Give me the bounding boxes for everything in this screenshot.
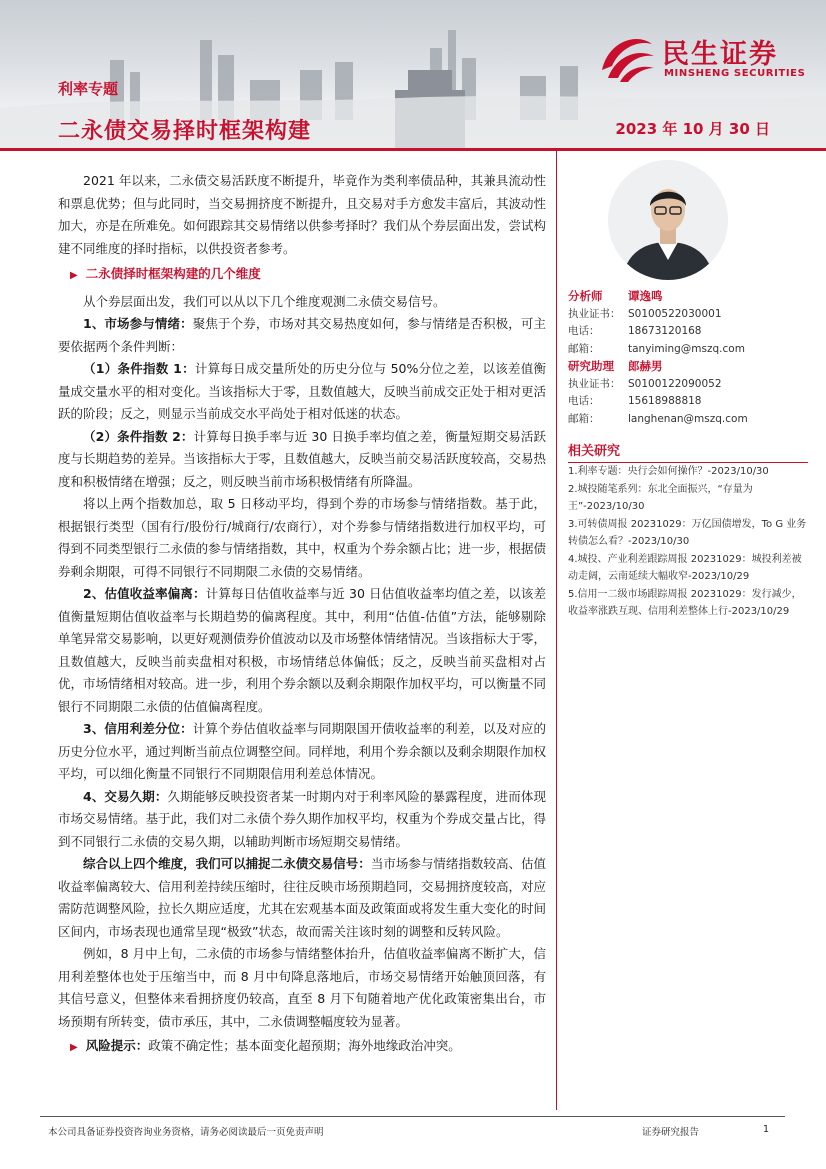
- risk-text: 政策不确定性；基本面变化超预期；海外地缘政治冲突。: [148, 1038, 461, 1053]
- paragraph-text: 计算每日估值收益率与近 30 日估值收益率均值之差，以该差值衡量短期估值收益率与长期趋势的偏离程度。其中，利用“估值-估值”方法，能够剔除单笔异常交易影响，以更好观测债券价值波动以及市场整体情绪情况。当该指标大于零，且数值越大，反映当前卖盘相对积极，市场情绪总体偏低；反之，反映当前买盘相对占优，市场情绪相对较高。进一步，利用个券余额以及剩余期限作加权平均，可以衡量不同银行不同期限二永债的估值偏离程度。: [58, 586, 546, 714]
- analyst-avatar-icon: [608, 160, 728, 280]
- column-divider: [556, 150, 557, 1110]
- triangle-bullet-icon: ▶: [70, 1042, 78, 1053]
- analyst-1-email: [568, 341, 808, 359]
- paragraph-heading: （1）条件指数 1：: [83, 361, 195, 376]
- email-link[interactable]: langhenan@mszq.com: [628, 412, 748, 425]
- paragraph-condition-1: [58, 358, 546, 426]
- email-label: 邮箱：: [568, 412, 600, 425]
- email-label: 邮箱：: [568, 342, 600, 355]
- paragraph-text: 当市场参与情绪指数较高、估值收益率偏离较大、信用利差持续压缩时，往往反映市场预期趋同，交易拥挤度较高，对应需防范调整风险，拉长久期应适度，尤其在宏观基本面及政策面或将发生重大变化的时间区间内，市场表现也通常呈现“极致”状态，故而需关注该时刻的调整和反转风险。: [58, 856, 546, 939]
- report-title: 二永债交易择时框架构建: [58, 119, 312, 144]
- logo-text-cn: 民生证券: [662, 39, 778, 70]
- analyst-name: 谭逸鸣: [628, 289, 663, 303]
- paragraph-example: 例如，8 月中上旬，二永债的市场参与情绪整体抬升，估值收益率偏离不断扩大，信用利差整体也处于压缩当中，而 8 月中旬降息落地后，市场交易情绪开始触顶回落，有其信号意义，但整体来看拥挤度仍较高，直至 8 月下旬随着地产优化政策密集出台，市场预期有所转变，债市承压，其中，二永债调整幅度较为显著。: [58, 946, 546, 1029]
- related-research-item[interactable]: 4.城投、产业利差跟踪周报 20231029：城投利差被动走阔，云南延续大幅收窄-2023/10/29: [568, 553, 802, 582]
- analyst-1-row: [568, 288, 808, 306]
- paragraph-heading: （2）条件指数 2：: [83, 428, 194, 444]
- paragraph-market-sentiment: [58, 313, 546, 358]
- risk-label: 风险提示：: [85, 1038, 149, 1053]
- risk-warning: [58, 1035, 546, 1060]
- header-divider: [0, 148, 826, 151]
- paragraph-text: 计算每日成交量所处的历史分位与 50%分位之差，以该差值衡量成交量水平的相对变化。当该指标大于零，且数值越大，反映当前成交正处于相对更活跃的阶段；反之，则显示当前成交水平尚处于相对低迷的状态。: [58, 361, 546, 421]
- related-research-item[interactable]: 2.城投随笔系列：东北全面振兴，“存量为王”-2023/10/30: [568, 483, 753, 512]
- paragraph-text: 计算每日换手率与近 30 日换手率均值之差，衡量短期交易活跃度与长期趋势的差异。当该指标大于零，且数值越大，反映当前交易活跃度较高，交易热度和积极情绪在增强；反之，则反映当前市场积极情绪有所降温。: [58, 428, 547, 489]
- paragraph-text: 聚焦于个券，市场对其交易热度如何，参与情绪是否积极，可主要依据两个条件判断：: [58, 316, 546, 354]
- related-research-item[interactable]: 5.信用一二级市场跟踪周报 20231029：发行减少，收益率涨跌互现、信用利差整体上行-2023/10/29: [568, 588, 802, 617]
- company-logo: [598, 30, 808, 84]
- footer-report-type: 证券研究报告: [642, 1127, 700, 1138]
- paragraph-valuation-deviation: [58, 583, 546, 718]
- intro-paragraph: 2021 年以来，二永债交易活跃度不断提升，毕竟作为类利率债品种，其兼具流动性和票息优势；但与此同时，当交易拥挤度不断提升，且交易对手方愈发丰富后，其波动性加大，亦是在所难免。如何跟踪其交易情绪以供参考择时？我们从个券层面出发，尝试构建不同维度的择时指标，以供投资者参考。: [58, 173, 546, 256]
- phone-value: 18673120168: [628, 325, 702, 337]
- logo-mark-icon: [598, 30, 656, 84]
- footer-divider: [40, 1116, 785, 1117]
- analyst-2-row: [568, 358, 808, 376]
- phone-value: 15618988818: [628, 395, 702, 407]
- paragraph-text: 久期能够反映投资者某一时期内对于利率风险的暴露程度，进而体现市场交易情绪。基于此，我们对二永债个券久期作加权平均，权重为个券成交量占比，得到不同银行二永债的交易久期，以辅助判断市场短期交易情绪。: [58, 788, 546, 849]
- analyst-photo: [608, 160, 728, 280]
- report-category-tag: 利率专题: [58, 80, 119, 98]
- analyst-name: 郎赫男: [628, 359, 663, 373]
- paragraph-sentiment-summary: 将以上两个指数加总，取 5 日移动平均，得到个券的市场参与情绪指数。基于此，根据银行类型（国有行/股份行/城商行/农商行），对个券参与情绪指数进行加权平均，可得到不同类型银行二永债的参与情绪指数，其中，权重为个券余额占比；进一步，根据债券剩余期限，可得不同银行不同期限二永债的交易情绪。: [58, 496, 546, 579]
- paragraph-credit-spread: [58, 718, 546, 786]
- email-link[interactable]: tanyiming@mszq.com: [628, 342, 745, 355]
- paragraph-heading: 1、市场参与情绪：: [83, 316, 193, 331]
- related-research-list: [568, 463, 808, 621]
- cert-value: S0100522030001: [628, 307, 722, 320]
- phone-label: 电话：: [568, 325, 600, 337]
- analyst-2-cert: [568, 376, 808, 394]
- paragraph-trading-duration: [58, 786, 546, 854]
- analyst-1-phone: [568, 323, 808, 341]
- main-content: [58, 170, 546, 1060]
- section-heading-text: 二永债择时框架构建的几个维度: [85, 266, 261, 281]
- paragraph-heading: 2、估值收益率偏离：: [83, 586, 206, 601]
- cert-value: S0100122090052: [628, 377, 722, 390]
- analyst-role: 分析师: [568, 289, 603, 303]
- analyst-2-phone: [568, 393, 808, 411]
- phone-label: 电话：: [568, 395, 600, 407]
- triangle-bullet-icon: ▶: [70, 270, 78, 281]
- analyst-2-email: [568, 411, 808, 429]
- lead-paragraph: 从个券层面出发，我们可以从以下几个维度观测二永债交易信号。: [83, 293, 446, 309]
- paragraph-combined-signal: [58, 853, 546, 943]
- section-heading: [58, 263, 546, 288]
- paragraph-heading: 3、信用利差分位：: [83, 721, 193, 736]
- cert-label: 执业证书：: [568, 307, 621, 320]
- report-date: 2023 年 10 月 30 日: [615, 120, 770, 138]
- analyst-1-cert: [568, 306, 808, 324]
- analyst-role: 研究助理: [568, 359, 614, 373]
- paragraph-heading: 4、交易久期：: [83, 788, 168, 804]
- analyst-info: [568, 288, 808, 428]
- logo-text-en: MINSHENG SECURITIES: [664, 68, 806, 79]
- footer-disclaimer: 本公司具备证券投资咨询业务资格，请务必阅读最后一页免责声明: [48, 1127, 324, 1138]
- cert-label: 执业证书：: [568, 377, 621, 390]
- related-research-title: 相关研究: [568, 440, 808, 463]
- paragraph-heading: 综合以上四个维度，我们可以捕捉二永债交易信号：: [83, 856, 371, 871]
- paragraph-text: 计算个券估值收益率与同期限国开债收益率的利差，以及对应的历史分位水平，通过判断当前点位调整空间。同样地，利用个券余额以及剩余期限作加权平均，可以细化衡量不同银行不同期限信用利差总体情况。: [58, 721, 546, 781]
- page-number: 1: [763, 1124, 770, 1135]
- paragraph-condition-2: [58, 426, 546, 494]
- header-banner: [0, 0, 826, 150]
- related-research-item[interactable]: 3.可转债周报 20231029：万亿国债增发，To G 业务转债怎么看？-2023/10/30: [568, 518, 807, 547]
- related-research-item[interactable]: 1.利率专题：央行会如何操作？-2023/10/30: [568, 466, 769, 477]
